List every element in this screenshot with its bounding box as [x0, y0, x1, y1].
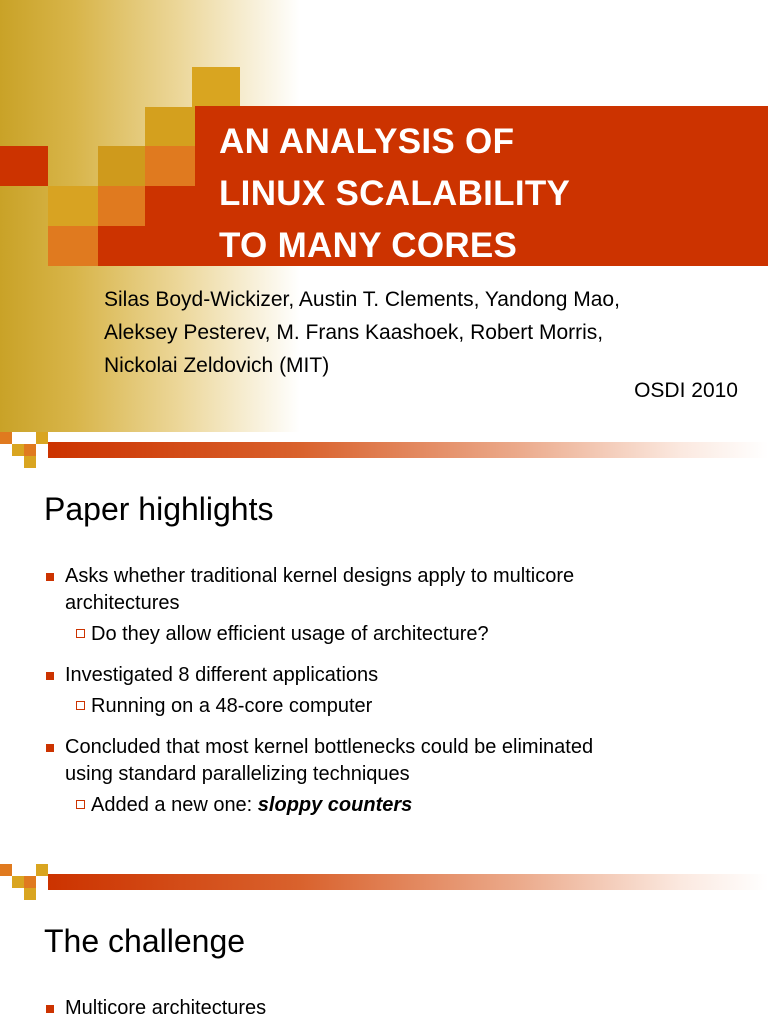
challenge-list	[44, 995, 744, 1022]
title-line: TO MANY CORES	[219, 226, 518, 265]
decor-square	[36, 864, 48, 876]
bullet-item	[44, 995, 744, 1022]
square-bullet-icon	[46, 1005, 54, 1013]
decor-square	[24, 888, 36, 900]
sub-bullet-text: Running on a 48-core computer	[91, 695, 373, 717]
gradient-rule	[48, 874, 768, 890]
sub-bullet-text: Do they allow efficient usage of architecture?	[91, 623, 489, 645]
bullet-item	[44, 662, 744, 689]
bullet-text: architectures	[65, 592, 180, 614]
gradient-rule	[48, 442, 768, 458]
decor-square	[145, 107, 195, 147]
decor-square	[145, 186, 195, 266]
authors-line: Silas Boyd-Wickizer, Austin T. Clements, Yandong Mao,	[104, 288, 620, 311]
sub-bullet-item	[44, 792, 744, 819]
decor-square	[36, 432, 48, 444]
bullet-text: Concluded that most kernel bottlenecks could be eliminated	[65, 736, 594, 758]
title-slide	[0, 0, 768, 432]
decor-square	[98, 146, 148, 186]
authors-line: Aleksey Pesterev, M. Frans Kaashoek, Robert Morris,	[104, 321, 604, 344]
title-line: LINUX SCALABILITY	[219, 174, 571, 213]
square-bullet-icon	[46, 744, 54, 752]
decor-square	[24, 444, 36, 456]
bullet-text: Multicore architectures	[65, 997, 267, 1019]
decor-square	[98, 186, 148, 226]
square-bullet-icon	[46, 672, 54, 680]
bullet-item	[44, 563, 744, 617]
sub-bullet-item	[44, 693, 744, 720]
hollow-square-bullet-icon	[76, 701, 85, 710]
slide-divider-bar	[0, 432, 768, 472]
sub-bullet-text: Added a new one:	[91, 794, 258, 816]
venue: OSDI 2010	[634, 379, 738, 402]
decor-square	[98, 226, 145, 266]
slide-divider-bar	[0, 864, 768, 904]
decor-square	[12, 444, 24, 456]
title-line: AN ANALYSIS OF	[219, 122, 515, 161]
decor-square	[48, 226, 98, 266]
decor-square	[0, 146, 48, 186]
authors-line: Nickolai Zeldovich (MIT)	[104, 354, 330, 377]
decor-square	[192, 67, 240, 107]
decor-square	[0, 432, 12, 444]
hollow-square-bullet-icon	[76, 800, 85, 809]
slide-heading: Paper highlights	[44, 491, 274, 527]
decor-square	[24, 876, 36, 888]
highlights-list	[44, 563, 744, 819]
decor-square	[48, 186, 98, 226]
bullet-text: using standard parallelizing techniques	[65, 763, 410, 785]
slide-title	[219, 116, 759, 272]
bullet-text: Asks whether traditional kernel designs apply to multicore	[65, 565, 575, 587]
hollow-square-bullet-icon	[76, 629, 85, 638]
decor-square	[0, 864, 12, 876]
authors	[104, 283, 754, 382]
slide-heading: The challenge	[44, 923, 246, 959]
sub-bullet-item	[44, 621, 744, 648]
square-bullet-icon	[46, 573, 54, 581]
decor-square	[12, 876, 24, 888]
bullet-item	[44, 734, 744, 788]
emphasized-term: sloppy counters	[257, 794, 413, 816]
bullet-text: Investigated 8 different applications	[65, 664, 379, 686]
decor-square	[145, 146, 195, 186]
decor-square	[24, 456, 36, 468]
